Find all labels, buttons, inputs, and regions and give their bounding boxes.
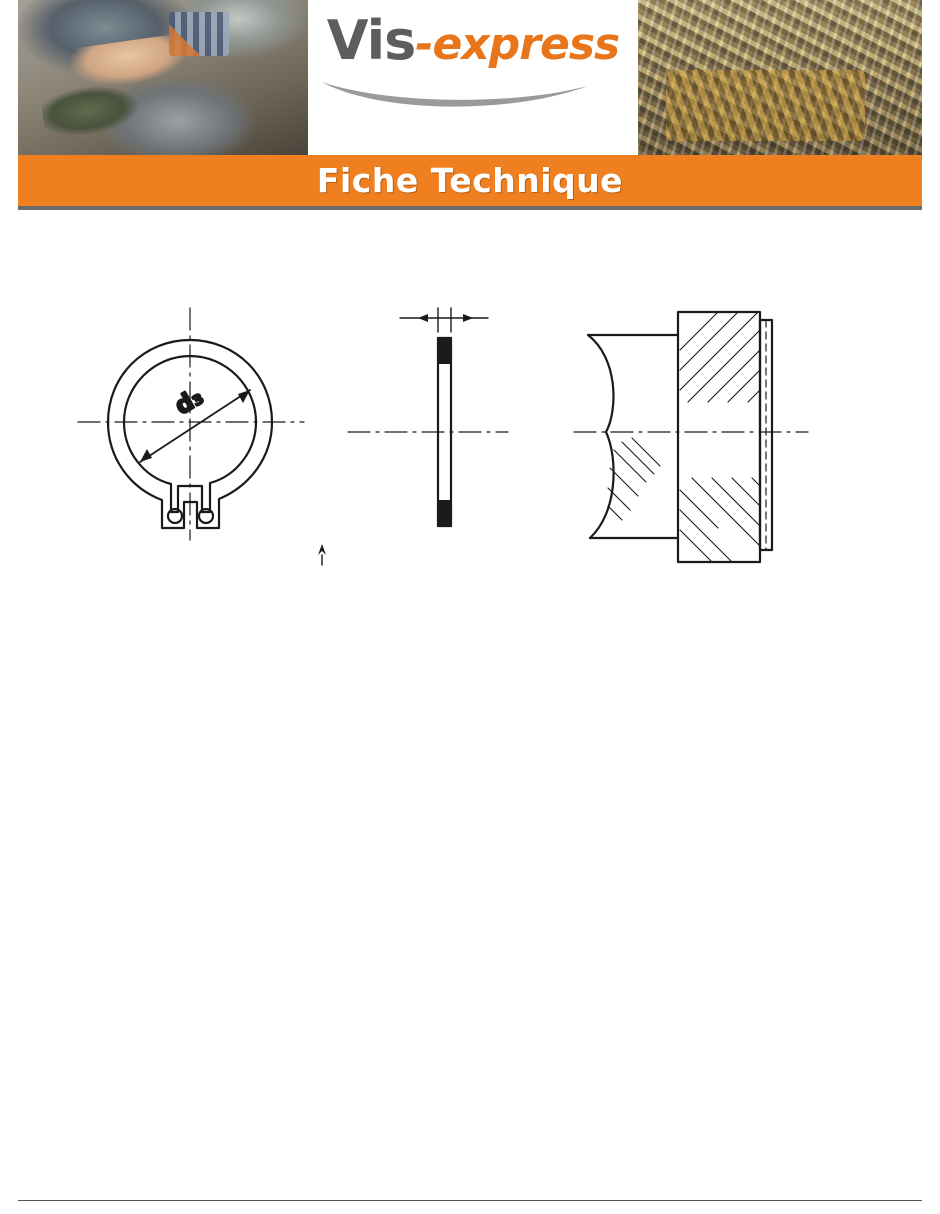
center-lines-front — [78, 308, 304, 540]
thickness-dimension — [400, 308, 488, 332]
header-photo-right — [638, 0, 922, 155]
logo-swoosh-icon — [316, 72, 596, 114]
view-section — [588, 312, 772, 562]
screws-pile-photo — [638, 0, 922, 155]
logo-text — [308, 9, 638, 72]
footer-divider — [18, 1200, 922, 1201]
fiche-technique-title-bar — [18, 155, 922, 210]
circlip-drawing-svg — [18, 250, 922, 610]
brand-logo — [308, 0, 638, 155]
logo-primary-text: Vis — [326, 9, 416, 72]
page-title: Fiche Technique — [316, 161, 624, 200]
page-header — [18, 0, 922, 155]
view-marker-arrow — [318, 544, 326, 565]
technical-drawing — [18, 250, 922, 610]
dimension-label-d3: d₃ — [170, 382, 208, 421]
header-photo-left — [18, 0, 308, 155]
logo-secondary-text: -express — [415, 19, 620, 70]
workbench-photo — [18, 0, 308, 155]
